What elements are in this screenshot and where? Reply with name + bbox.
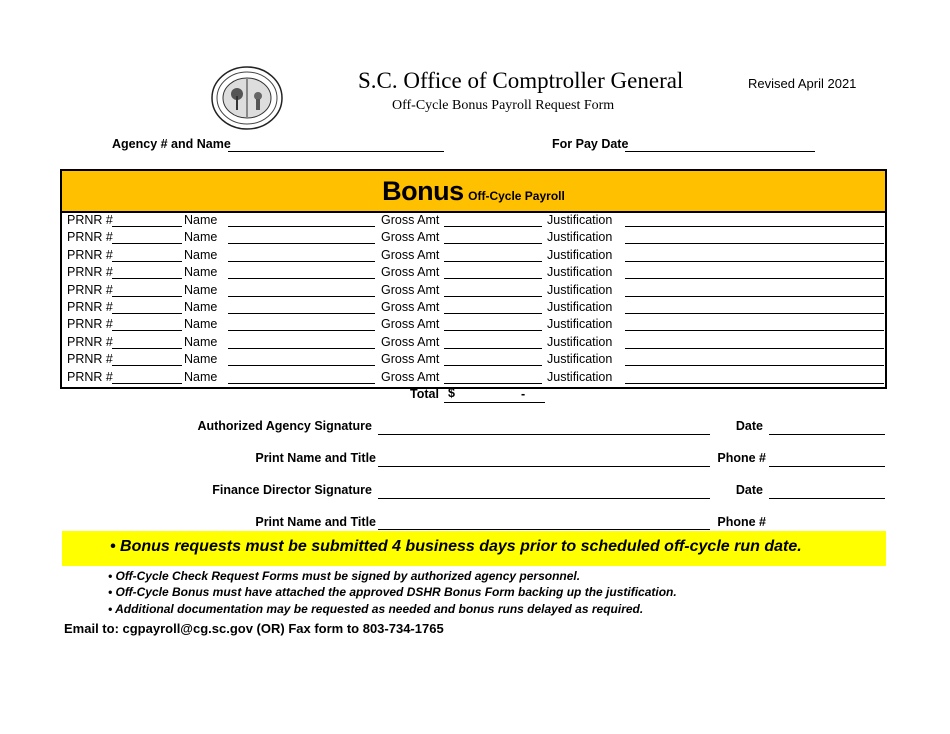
- name-field[interactable]: [228, 296, 375, 297]
- justification-label: Justification: [547, 230, 613, 245]
- table-row: [62, 229, 885, 246]
- gross-amt-field[interactable]: [444, 243, 542, 244]
- gross-amt-label: Gross Amt: [381, 369, 440, 384]
- gross-amt-label: Gross Amt: [381, 213, 440, 227]
- gross-amt-label: Gross Amt: [381, 265, 440, 280]
- prnr-label: PRNR #: [67, 300, 113, 314]
- justification-label: Justification: [547, 213, 613, 227]
- prnr-label: PRNR #: [67, 230, 113, 245]
- justification-field[interactable]: [625, 313, 884, 314]
- gross-amt-field[interactable]: [444, 278, 542, 279]
- prnr-label: PRNR #: [67, 247, 113, 262]
- justification-field[interactable]: [625, 226, 884, 227]
- print-name-label-1: Print Name and Title: [255, 451, 376, 465]
- deadline-banner: [62, 531, 886, 566]
- form-title: Off-Cycle Bonus Payroll Request Form: [392, 98, 615, 113]
- agency-field[interactable]: [228, 151, 444, 152]
- gross-amt-field[interactable]: [444, 330, 542, 331]
- justification-label: Justification: [547, 247, 613, 262]
- name-label: Name: [184, 213, 218, 227]
- name-label: Name: [184, 352, 218, 367]
- authorized-signature-field[interactable]: [378, 434, 710, 435]
- total-currency: $: [448, 386, 455, 400]
- gross-amt-label: Gross Amt: [381, 300, 440, 314]
- name-field[interactable]: [228, 243, 375, 244]
- gross-amt-field[interactable]: [444, 348, 542, 349]
- name-field[interactable]: [228, 383, 375, 384]
- total-value: -: [521, 387, 526, 401]
- justification-field[interactable]: [625, 330, 884, 331]
- prnr-label: PRNR #: [67, 352, 113, 367]
- justification-field[interactable]: [625, 383, 884, 384]
- gross-amt-label: Gross Amt: [381, 352, 440, 367]
- bonus-table: [60, 169, 887, 389]
- date-field-2[interactable]: [769, 498, 885, 499]
- prnr-label: PRNR #: [67, 317, 113, 332]
- prnr-label: PRNR #: [67, 369, 113, 384]
- prnr-field[interactable]: [112, 348, 182, 349]
- table-title-offcycle: Off-Cycle Payroll: [468, 189, 565, 203]
- justification-label: Justification: [547, 334, 613, 349]
- phone-label-1: Phone #: [717, 451, 766, 465]
- prnr-field[interactable]: [112, 365, 182, 366]
- name-label: Name: [184, 247, 218, 262]
- name-field[interactable]: [228, 330, 375, 331]
- name-label: Name: [184, 317, 218, 332]
- finance-signature-field[interactable]: [378, 498, 710, 499]
- finance-signature-label: Finance Director Signature: [212, 483, 372, 497]
- gross-amt-label: Gross Amt: [381, 247, 440, 262]
- name-label: Name: [184, 265, 218, 280]
- date-label-2: Date: [735, 483, 763, 497]
- name-field[interactable]: [228, 313, 375, 314]
- name-field[interactable]: [228, 348, 375, 349]
- justification-field[interactable]: [625, 296, 884, 297]
- pay-date-field[interactable]: [625, 151, 815, 152]
- gross-amt-field[interactable]: [444, 365, 542, 366]
- name-label: Name: [184, 282, 218, 297]
- name-field[interactable]: [228, 226, 375, 227]
- name-field[interactable]: [228, 365, 375, 366]
- table-row: [62, 316, 885, 333]
- note-1: • Off-Cycle Check Request Forms must be signed by authorized agency personnel.: [108, 569, 581, 583]
- organization-title: S.C. Office of Comptroller General: [358, 68, 684, 93]
- justification-field[interactable]: [625, 365, 884, 366]
- name-label: Name: [184, 334, 218, 349]
- prnr-field[interactable]: [112, 243, 182, 244]
- name-field[interactable]: [228, 278, 375, 279]
- gross-amt-field[interactable]: [444, 383, 542, 384]
- justification-field[interactable]: [625, 348, 884, 349]
- table-row: [62, 351, 885, 368]
- name-label: Name: [184, 230, 218, 245]
- pay-date-label: For Pay Date: [552, 137, 629, 151]
- note-3: • Additional documentation may be requested as needed and bonus runs delayed as required.: [108, 602, 644, 616]
- prnr-field[interactable]: [112, 278, 182, 279]
- print-name-field-2[interactable]: [378, 529, 710, 530]
- note-2: • Off-Cycle Bonus must have attached the approved DSHR Bonus Form backing up the justification.: [108, 585, 677, 599]
- gross-amt-field[interactable]: [444, 226, 542, 227]
- justification-field[interactable]: [625, 243, 884, 244]
- name-field[interactable]: [228, 261, 375, 262]
- gross-amt-label: Gross Amt: [381, 317, 440, 332]
- email-fax-instructions: Email to: cgpayroll@cg.sc.gov (OR) Fax form to 803-734-1765: [64, 621, 444, 636]
- prnr-label: PRNR #: [67, 213, 113, 227]
- justification-label: Justification: [547, 369, 613, 384]
- prnr-field[interactable]: [112, 226, 182, 227]
- date-label-1: Date: [735, 419, 763, 433]
- prnr-field[interactable]: [112, 330, 182, 331]
- table-row: [62, 247, 885, 264]
- prnr-label: PRNR #: [67, 334, 113, 349]
- total-label: Total: [410, 387, 439, 401]
- agency-label: Agency # and Name: [112, 137, 231, 151]
- gross-amt-field[interactable]: [444, 313, 542, 314]
- gross-amt-label: Gross Amt: [381, 334, 440, 349]
- prnr-label: PRNR #: [67, 282, 113, 297]
- print-name-field-1[interactable]: [378, 466, 710, 467]
- state-seal-icon: [210, 66, 284, 130]
- prnr-field[interactable]: [112, 313, 182, 314]
- prnr-field[interactable]: [112, 296, 182, 297]
- justification-field[interactable]: [625, 261, 884, 262]
- prnr-field[interactable]: [112, 383, 182, 384]
- table-row: [62, 334, 885, 351]
- gross-amt-label: Gross Amt: [381, 230, 440, 245]
- phone-label-2: Phone #: [717, 515, 766, 529]
- print-name-label-2: Print Name and Title: [255, 515, 376, 529]
- table-header: [62, 171, 885, 213]
- total-field[interactable]: [444, 402, 545, 403]
- revised-date: Revised April 2021: [748, 76, 857, 91]
- prnr-label: PRNR #: [67, 265, 113, 280]
- table-title-bonus: Bonus: [382, 176, 464, 206]
- justification-label: Justification: [547, 352, 613, 367]
- table-row: [62, 299, 885, 316]
- table-row: [62, 369, 885, 386]
- gross-amt-field[interactable]: [444, 261, 542, 262]
- table-row: [62, 282, 885, 299]
- justification-label: Justification: [547, 317, 613, 332]
- date-field-1[interactable]: [769, 434, 885, 435]
- authorized-signature-label: Authorized Agency Signature: [197, 419, 372, 433]
- gross-amt-field[interactable]: [444, 296, 542, 297]
- justification-label: Justification: [547, 282, 613, 297]
- name-label: Name: [184, 300, 218, 314]
- justification-label: Justification: [547, 300, 613, 314]
- justification-label: Justification: [547, 265, 613, 280]
- phone-field-1[interactable]: [769, 466, 885, 467]
- deadline-banner-text: • Bonus requests must be submitted 4 business days prior to scheduled off-cycle run date.: [110, 538, 802, 555]
- justification-field[interactable]: [625, 278, 884, 279]
- prnr-field[interactable]: [112, 261, 182, 262]
- gross-amt-label: Gross Amt: [381, 282, 440, 297]
- name-label: Name: [184, 369, 218, 384]
- table-row: [62, 264, 885, 281]
- table-row: [62, 212, 885, 229]
